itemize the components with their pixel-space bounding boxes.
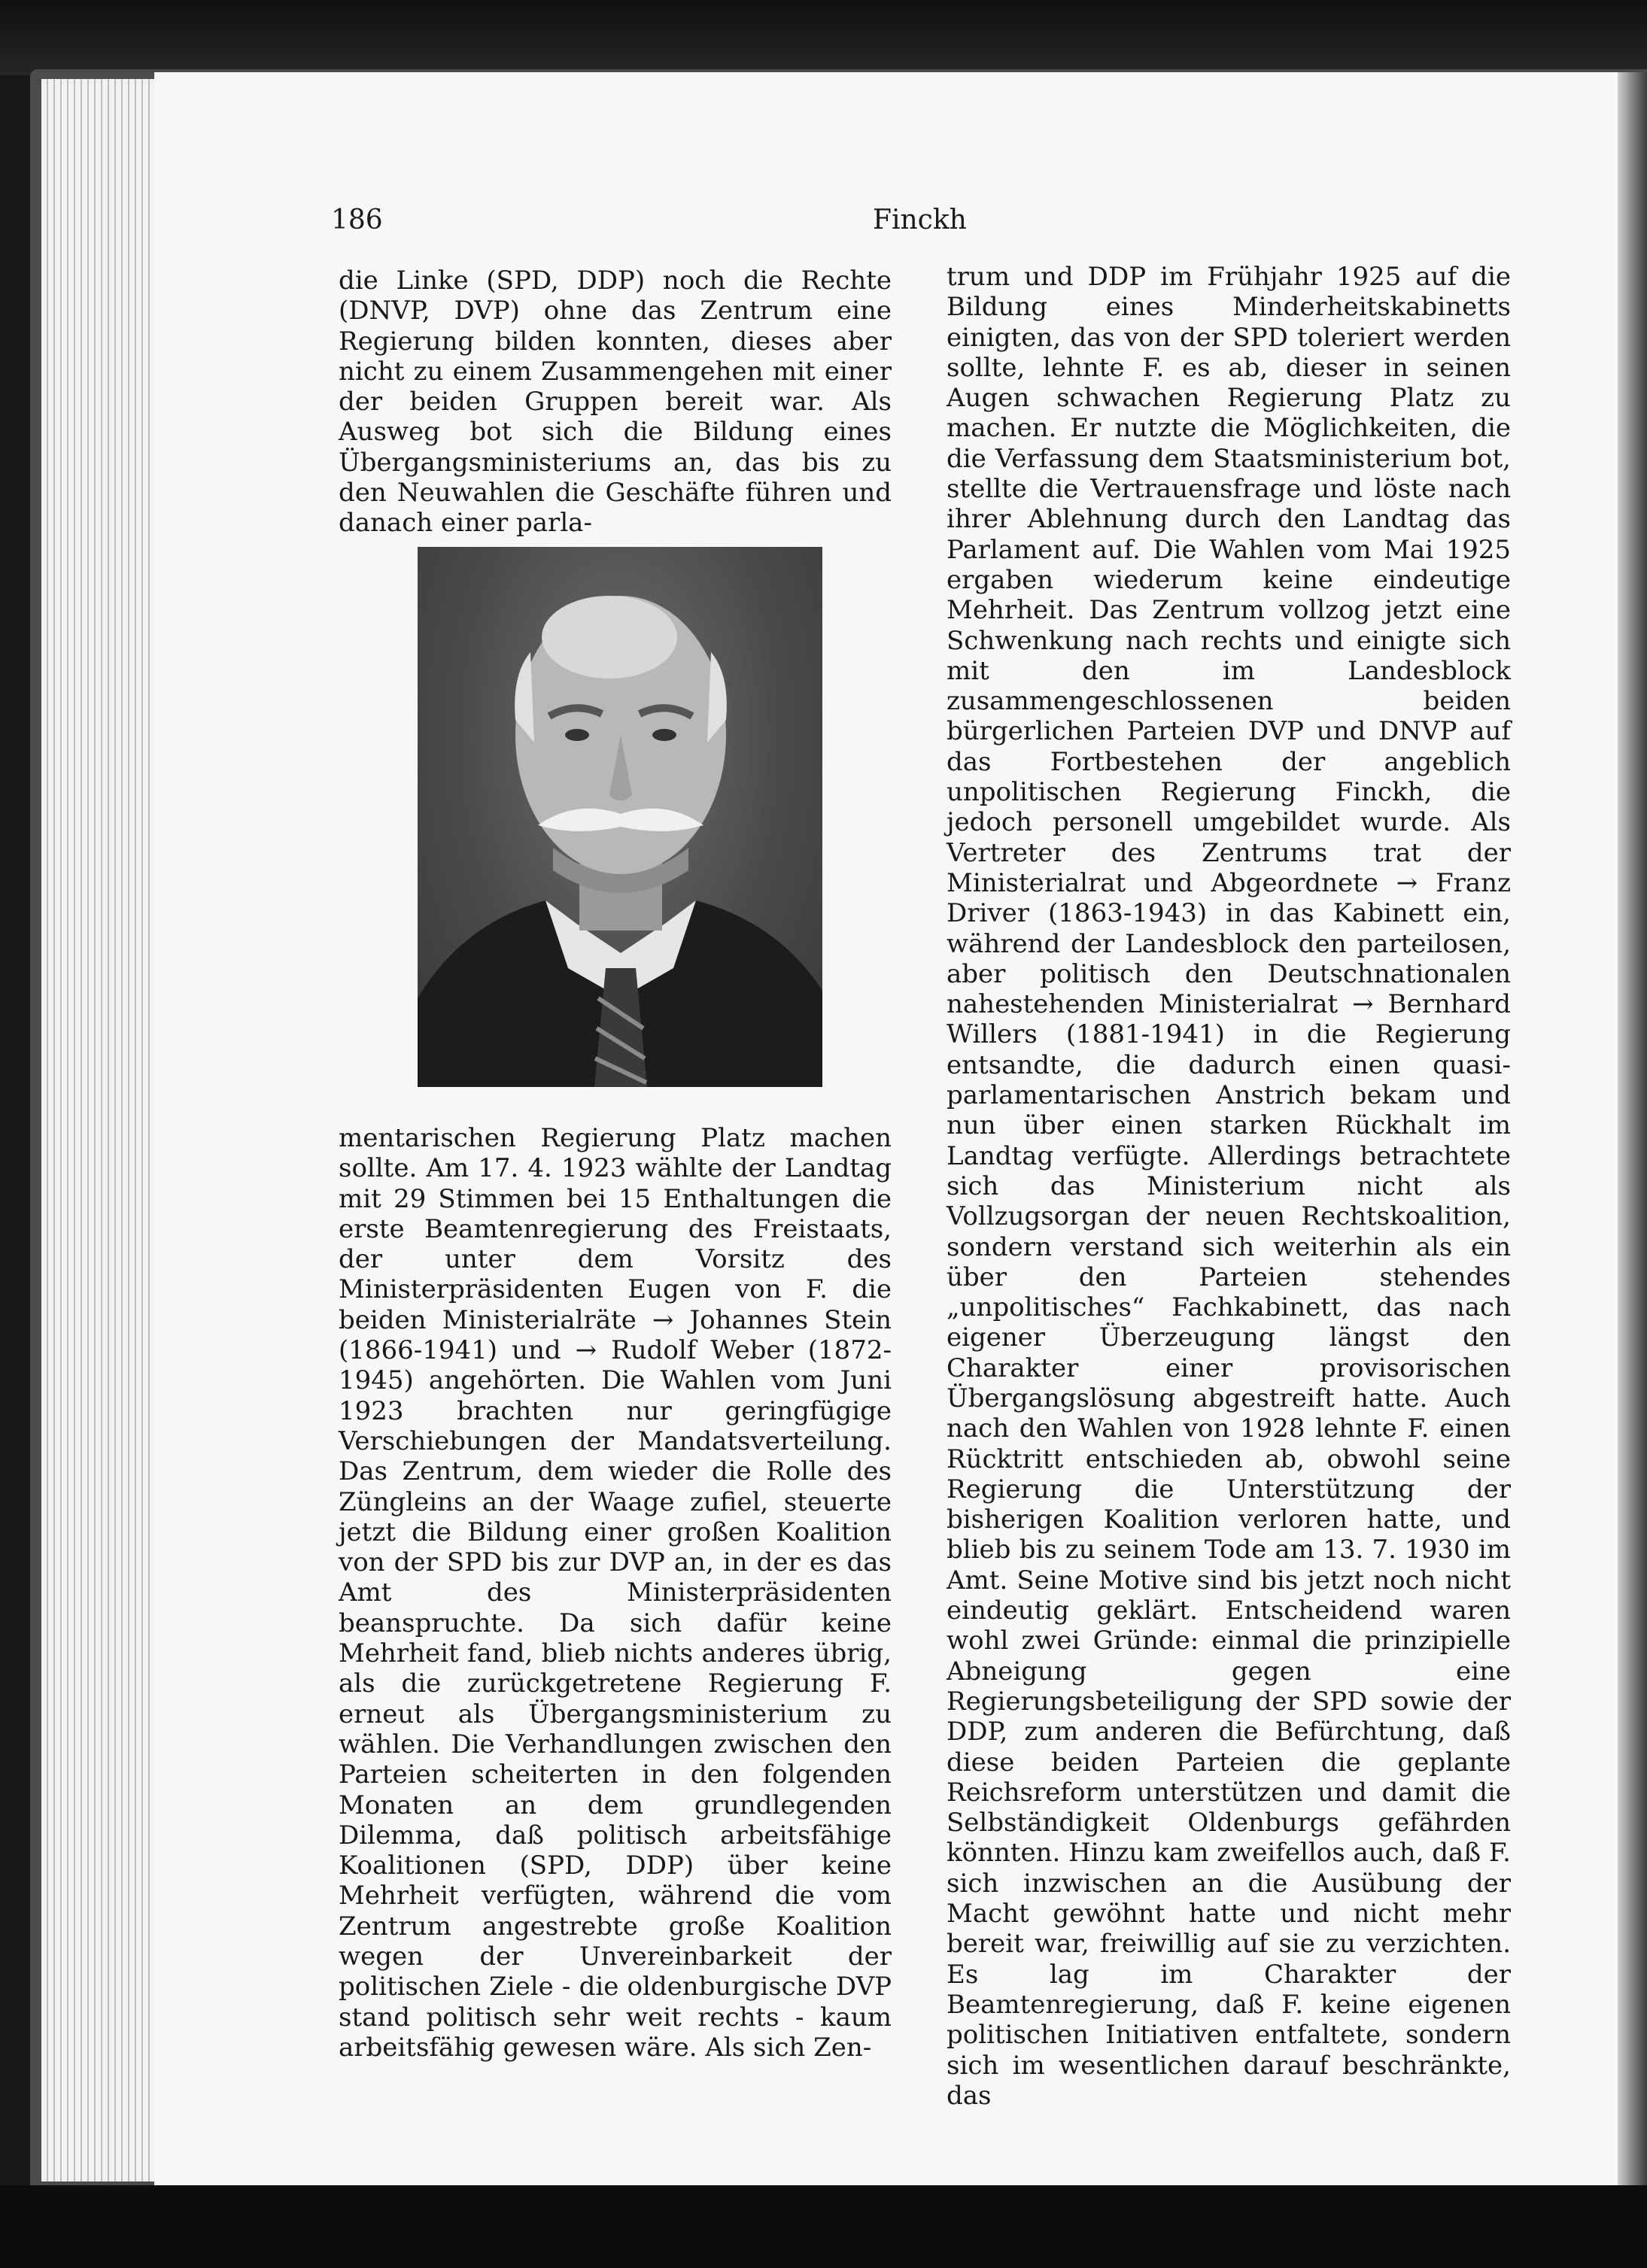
portrait-illustration [418,547,822,1087]
right-column [947,262,1511,2111]
left-column-top [339,266,892,539]
book-cover-top [0,0,1647,75]
book-cover-bottom [0,2185,1647,2268]
paragraph: trum und DDP im Frühjahr 1925 auf die Bildung eines Minderheitskabinetts einigten, das von der SPD toleriert werden sollte, lehnte F. es ab, dieser in seinen Augen schwachen Regierung Platz zu machen. Er nutzte die Möglichkeiten, die die Verfassung dem Staatsministerium bot, stellte die Vertrauensfrage und löste nach ihrer Ablehnung durch den Landtag das Parlament auf. Die Wahlen vom Mai 1925 ergaben wiederum keine eindeutige Mehrheit. Das Zentrum vollzog jetzt eine Schwenkung nach rechts und einigte sich mit den im Landesblock zusammengeschlossenen beiden bürgerlichen Parteien DVP und DNVP auf das Fortbestehen der angeblich unpolitischen Regierung Finckh, die jedoch personell umgebildet wurde. Als Vertreter des Zentrums trat der Ministerialrat und Abgeordnete → Franz Driver (1863-1943) in das Kabinett ein, während der Landesblock den parteilosen, aber politisch den Deutschnationalen nahestehenden Ministerialrat → Bernhard Willers (1881-1941) in die Regierung entsandte, die dadurch einen quasi-parlamentarischen Anstrich bekam und nun über einen starken Rückhalt im Landtag verfügte. Allerdings betrachtete sich das Ministerium nicht als Vollzugsorgan der neuen Rechtskoalition, sondern verstand sich weiterhin als ein über den Parteien stehendes „unpolitisches“ Fachkabinett, das nach eigener Überzeugung längst den Charakter einer provisorischen Übergangslösung abgestreift hatte. Auch nach den Wahlen von 1928 lehnte F. einen Rücktritt entschieden ab, obwohl seine Regierung die Unterstützung der bisherigen Koalition verloren hatte, und blieb bis zu seinem Tode am 13. 7. 1930 im Amt. Seine Motive sind bis jetzt noch nicht eindeutig geklärt. Entscheidend waren wohl zwei Gründe: einmal die prinzipielle Abneigung gegen eine Regierungsbeteiligung der SPD sowie der DDP, zum anderen die Befürchtung, daß diese beiden Parteien die geplante Reichsreform unterstützen und damit die Selbständigkeit Oldenburgs gefährden könnten. Hinzu kam zweifellos auch, daß F. sich inzwischen an die Ausübung der Macht gewöhnt hatte und nicht mehr bereit war, freiwillig auf sie zu verzichten. Es lag im Charakter der Beamtenregierung, daß F. keine eigenen politischen Initiativen entfaltete, sondern sich im wesentlichen darauf beschränkte, das [947,262,1511,2111]
running-title: Finckh [873,205,967,235]
page-gutter-shadow [1618,72,1647,2188]
left-column-bottom [339,1123,892,2063]
paragraph: die Linke (SPD, DDP) noch die Rechte (DNVP, DVP) ohne das Zentrum eine Regierung bilden konnten, dieses aber nicht zu einem Zusammengehen mit einer der beiden Gruppen bereit war. Als Ausweg bot sich die Bildung eines Übergangsministeriums an, das bis zu den Neuwahlen die Geschäfte führen und danach einer parla- [339,266,892,539]
running-head [331,205,1219,242]
portrait-photo-icon [418,547,822,1087]
paragraph: mentarischen Regierung Platz machen sollte. Am 17. 4. 1923 wählte der Landtag mit 29 Stimmen bei 15 Enthaltungen die erste Beamtenregierung des Freistaats, der unter dem Vorsitz des Ministerpräsidenten Eugen von F. die beiden Ministerialräte → Johannes Stein (1866-1941) und → Rudolf Weber (1872-1945) angehörten. Die Wahlen vom Juni 1923 brachten nur geringfügige Verschiebungen der Mandatsverteilung. Das Zentrum, dem wieder die Rolle des Züngleins an der Waage zufiel, steuerte jetzt die Bildung einer großen Koalition von der SPD bis zur DVP an, in der es das Amt des Ministerpräsidenten beanspruchte. Da sich dafür keine Mehrheit fand, blieb nichts anderes übrig, als die zurückgetretene Regierung F. erneut als Übergangsministerium zu wählen. Die Verhandlungen zwischen den Parteien scheiterten in den folgenden Monaten an dem grundlegenden Dilemma, daß politisch arbeitsfähige Koalitionen (SPD, DDP) über keine Mehrheit verfügten, während die vom Zentrum angestrebte große Koalition wegen der Unvereinbarkeit der politischen Ziele - die oldenburgische DVP stand politisch sehr weit rechts - kaum arbeitsfähig gewesen wäre. Als sich Zen- [339,1123,892,2063]
page-number: 186 [331,205,383,235]
page-stack-edges [41,79,162,2181]
